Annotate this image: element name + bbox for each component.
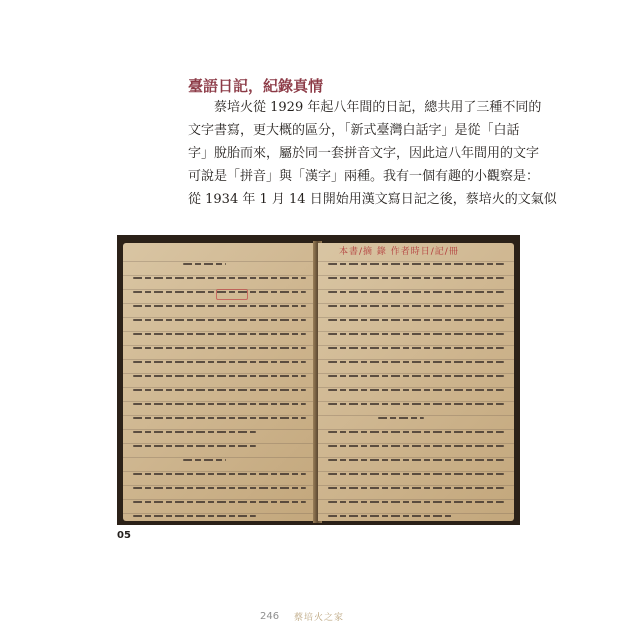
diary-right-page — [318, 243, 514, 521]
body-paragraph — [188, 96, 557, 211]
body-line: 從 1934 年 1 月 14 日開始用漢文寫日記之後，蔡培火的文氣似 — [188, 192, 557, 207]
body-line: 可說是「拼音」與「漢字」兩種。我有一個有趣的小觀察是： — [188, 169, 540, 184]
body-line: 蔡培火從 1929 年起八年間的日記，總共用了三種不同的 — [214, 100, 542, 115]
footer-logo: 蔡培火之家 — [294, 613, 345, 623]
body-line: 文字書寫，更大概的區分，「新式臺灣白話字」是從「白話 — [188, 123, 520, 138]
diary-left-page — [123, 243, 316, 521]
red-annotation-mark — [216, 289, 248, 300]
body-line: 字」脫胎而來，屬於同一套拼音文字，因此這八年間用的文字 — [188, 146, 540, 161]
figure-number: 05 — [117, 530, 131, 541]
section-heading: 臺語日記，紀錄真情 — [188, 77, 324, 95]
diary-photo — [117, 235, 520, 525]
page-number: 246 — [260, 611, 280, 622]
red-stamp: 本書/摘 錄 作者時日/記/冊 — [339, 247, 459, 257]
